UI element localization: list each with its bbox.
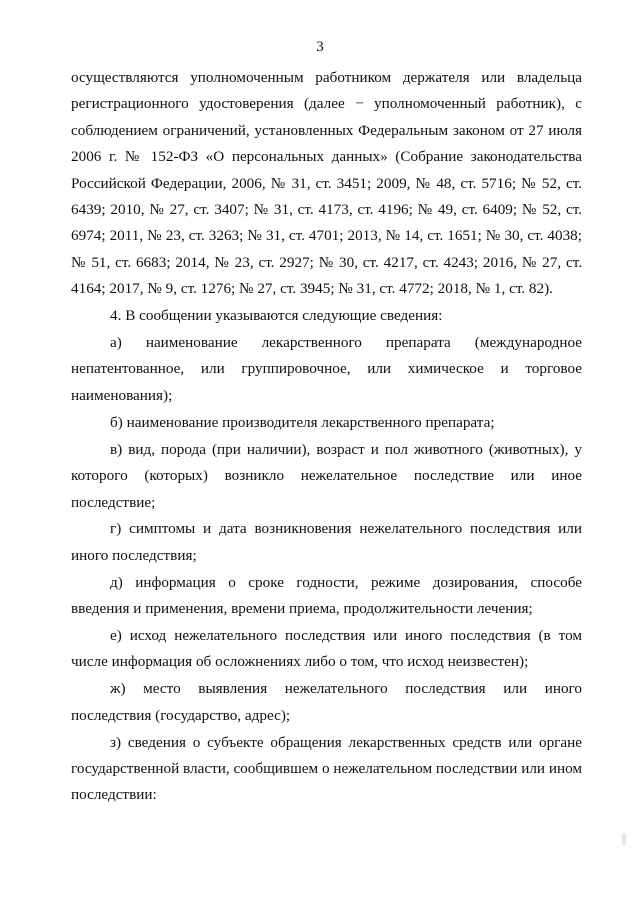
paragraph-item-d: д) информация о сроке годности, режиме дозирования, способе введения и применения, времени приема, продолжительности лечения; <box>71 573 582 618</box>
paragraph-item-b: б) наименование производителя лекарственного препарата; <box>110 413 495 431</box>
scan-edge-mark <box>622 833 626 845</box>
paragraph-item-g: г) симптомы и дата возникновения нежелательного последствия или иного последствия; <box>71 520 582 564</box>
paragraph-item-e: е) исход нежелательного последствия или иного последствия (в том числе информация об осложнениях либо о том, что исход неизвестен); <box>71 627 582 671</box>
paragraph-continuation: осуществляются уполномоченным работником держателя или владельца регистрационного удостоверения (далее − уполномоченный работник), с соблюдением ограничений, установленных Федеральным законом от 27 июля 2006 г. № 152-ФЗ «О персональных данных» (Собрание законодательства Российской Федерации, 2006, № 31, ст. 3451; 2009, № 48, ст. 5716; № 52, ст. 6439; 2010, № 27, ст. 3407; № 31, ст. 4173, ст. 4196; № 49, ст. 6409; № 52, ст. 6974; 2011, № 23, ст. 3263; № 31, ст. 4701; 2013, № 14, ст. 1651; № 30, ст. 4038; № 51, ст. 6683; 2014, № 23, ст. 2927; № 30, ст. 4217, ст. 4243; 2016, № 27, ст. 4164; 2017, № 9, ст. 1276; № 27, ст. 3945; № 31, ст. 4772; 2018, № 1, ст. 82). <box>71 69 582 298</box>
document-body <box>71 65 582 809</box>
page-number: 3 <box>316 39 324 55</box>
paragraph-item-z: з) сведения о субъекте обращения лекарственных средств или органе государственной власти, сообщившем о нежелательном последствии или ином последствии: <box>71 733 582 804</box>
paragraph-item-a: а) наименование лекарственного препарата (международное непатентованное, или группировочное, или химическое и торговое наименования); <box>71 334 582 404</box>
paragraph-item-zh: ж) место выявления нежелательного последствия или иного последствия (государство, адрес); <box>71 680 582 724</box>
paragraph-item-v: в) вид, порода (при наличии), возраст и пол животного (животных), у которого (которых) возникло нежелательное последствие или иное последствие; <box>71 440 582 511</box>
paragraph-item-4: 4. В сообщении указываются следующие сведения: <box>110 307 443 325</box>
